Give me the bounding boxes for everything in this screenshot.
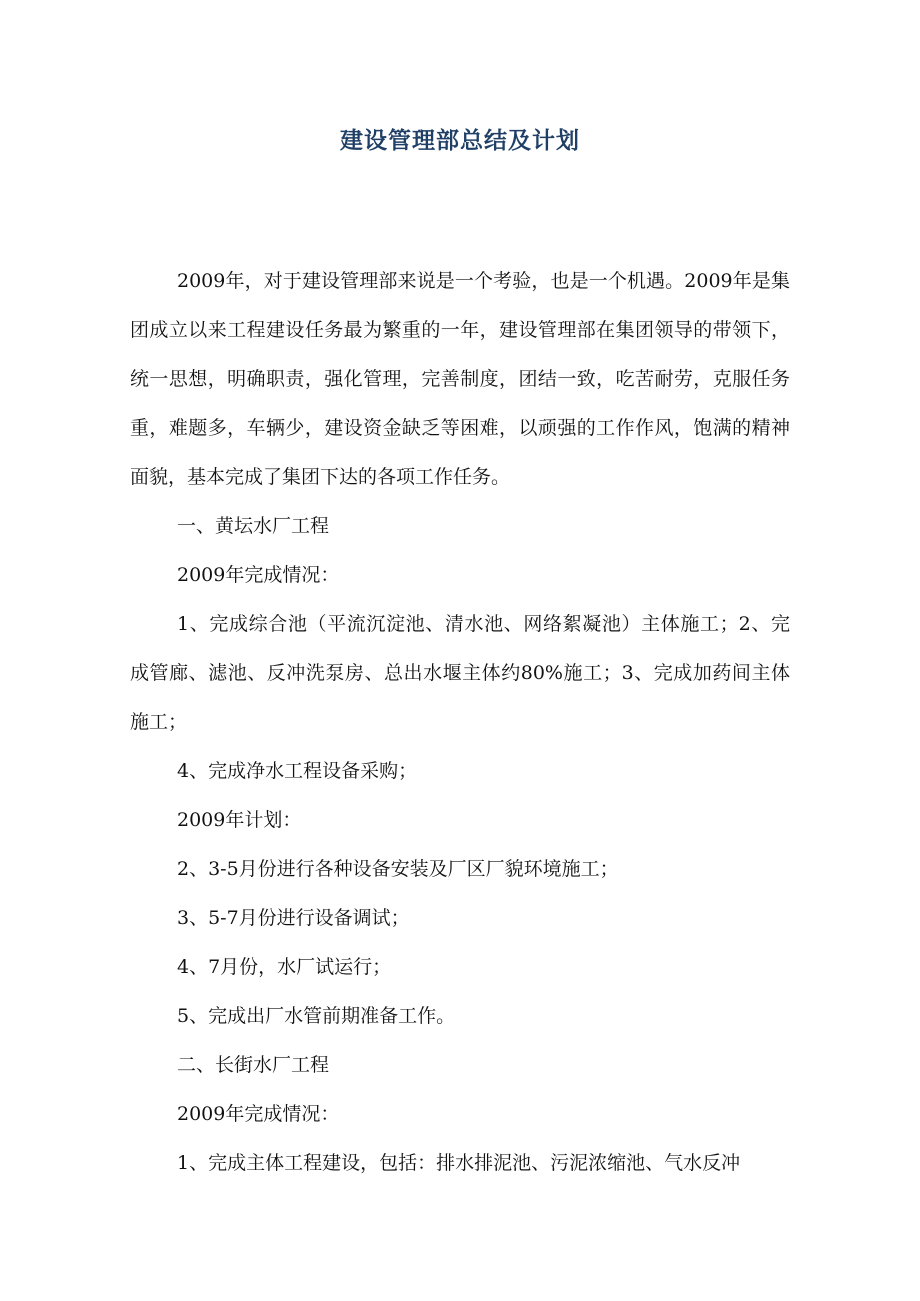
plan-item: 2、3-5月份进行各种设备安装及厂区厂貌环境施工； bbox=[177, 858, 619, 880]
plan-item: 3、5-7月份进行设备调试； bbox=[177, 907, 410, 929]
section1-heading: 一、黄坛水厂工程 bbox=[177, 515, 330, 537]
plan-item: 5、完成出厂水管前期准备工作。 bbox=[177, 1005, 456, 1027]
section2-completed-text: 1、完成主体工程建设，包括：排水排泥池、污泥浓缩池、气水反冲 bbox=[177, 1152, 741, 1174]
section1-completed-text: 1、完成综合池（平流沉淀池、清水池、网络絮凝池）主体施工；2、完成管廊、滤池、反冲洗泵房、总出水堰主体约80%施工；3、完成加药间主体施工； bbox=[130, 613, 790, 733]
section1-completed-label: 2009年完成情况： bbox=[177, 564, 340, 586]
intro-paragraph: 2009年，对于建设管理部来说是一个考验，也是一个机遇。2009年是集团成立以来工程建设任务最为繁重的一年，建设管理部在集团领导的带领下，统一思想，明确职责，强化管理，完善制度，团结一致，吃苦耐劳，克服任务重，难题多，车辆少，建设资金缺乏等困难，以顽强的工作作风，饱满的精神面貌，基本完成了集团下达的各项工作任务。 bbox=[130, 270, 790, 488]
section1-plan-label: 2009年计划： bbox=[177, 809, 302, 831]
section1-completed-item4: 4、完成净水工程设备采购； bbox=[177, 760, 418, 782]
section2-completed-label: 2009年完成情况： bbox=[177, 1103, 340, 1125]
section2-heading: 二、长街水厂工程 bbox=[177, 1054, 330, 1076]
plan-item: 4、7月份，水厂试运行； bbox=[177, 956, 392, 978]
document-title: 建设管理部总结及计划 bbox=[340, 128, 580, 154]
